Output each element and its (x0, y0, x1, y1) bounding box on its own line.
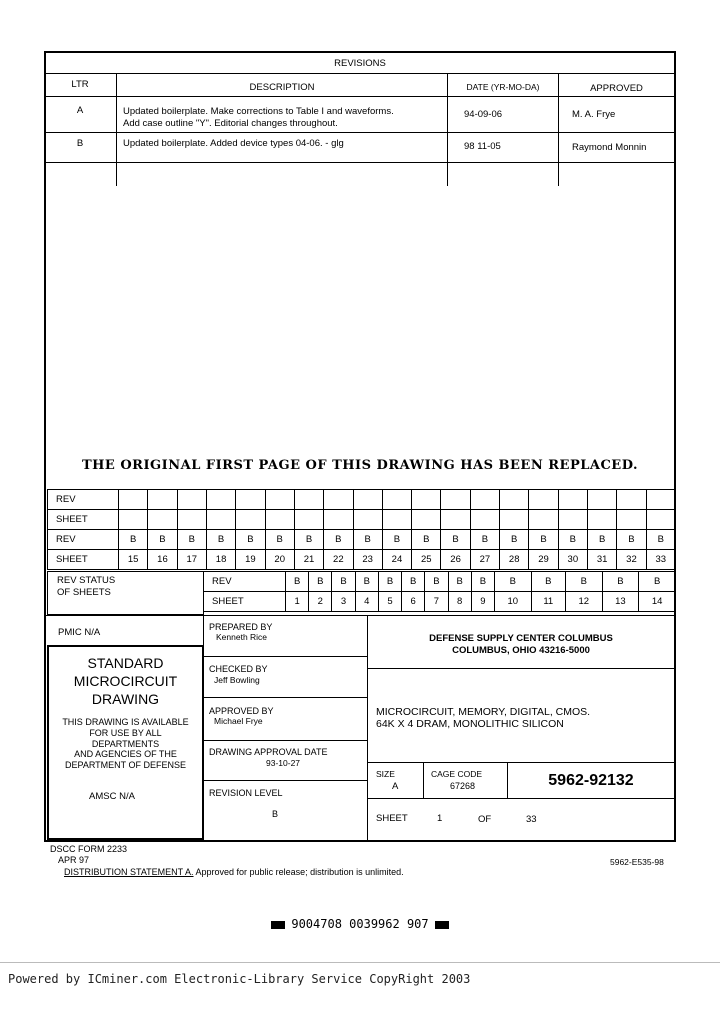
prepared-by-name: Kenneth Rice (216, 632, 268, 642)
barcode-line (0, 917, 720, 931)
grid-row-rev-15-33 (48, 530, 676, 550)
rev-cell: B (119, 530, 148, 550)
sheet-cell: 7 (425, 592, 448, 612)
sheet-cell: 6 (402, 592, 425, 612)
rev-cell: B (617, 530, 646, 550)
standard-title-2: MICROCIRCUIT (73, 673, 178, 689)
barcode-block-right (435, 921, 449, 929)
sheet-cell: 12 (565, 592, 602, 612)
rev-cell: B (565, 572, 602, 592)
rev-cell: B (500, 530, 529, 550)
sheet-cell: 29 (529, 550, 558, 570)
grid-rev-label-3: REV (204, 572, 286, 592)
sheet-cell: 9 (471, 592, 494, 612)
rev-header-description: DESCRIPTION (249, 82, 315, 93)
distribution-statement (64, 868, 404, 877)
sheet-cell: 3 (332, 592, 355, 612)
checked-by-label: CHECKED BY (209, 664, 268, 674)
rev-cell: B (177, 530, 206, 550)
sheet-cell: 28 (500, 550, 529, 570)
rev-cell: B (412, 530, 441, 550)
sheet-cell: 23 (353, 550, 382, 570)
rev-row-a-desc-line2: Add case outline "Y". Editorial changes throughout. (123, 118, 338, 129)
rev-cell: B (529, 530, 558, 550)
sheet-label: SHEET (376, 813, 408, 824)
of-label: OF (478, 814, 492, 825)
sheet-cell: 4 (355, 592, 378, 612)
sheet-number: 1 (437, 813, 443, 824)
sheet-cell: 5 (378, 592, 401, 612)
rev-header-ltr: LTR (71, 79, 89, 90)
rev-row-a-date: 94-09-06 (464, 109, 503, 120)
rev-cell: B (236, 530, 265, 550)
barcode-text: 9004708 0039962 907 (291, 917, 429, 931)
rev-header-date: DATE (YR-MO-DA) (466, 82, 540, 92)
standard-title-3: DRAWING (91, 691, 160, 707)
rev-cell: B (324, 530, 353, 550)
rev-cell: B (441, 530, 470, 550)
rev-cell: B (148, 530, 177, 550)
size-value: A (392, 781, 399, 792)
grid-rev-label: REV (48, 490, 119, 510)
grid-rev-label-2: REV (48, 530, 119, 550)
rev-cell: B (448, 572, 471, 592)
grid-row-rev-1-14 (204, 572, 676, 592)
availability-line-1: THIS DRAWING IS AVAILABLE (62, 717, 189, 727)
rev-cell: B (558, 530, 587, 550)
drawing-description-line2: 64K X 4 DRAM, MONOLITHIC SILICON (376, 718, 564, 730)
sheet-cell: 15 (119, 550, 148, 570)
sheet-cell: 26 (441, 550, 470, 570)
sheet-cell: 27 (470, 550, 499, 570)
sheet-cell: 19 (236, 550, 265, 570)
rev-cell: B (355, 572, 378, 592)
amsc-label: AMSC N/A (89, 791, 135, 802)
rev-row-b-approved: Raymond Monnin (572, 142, 647, 153)
pmic-label: PMIC N/A (58, 627, 101, 638)
rev-cell: B (425, 572, 448, 592)
rev-row-b-ltr: B (76, 138, 84, 149)
size-label: SIZE (376, 769, 395, 779)
rev-cell: B (206, 530, 235, 550)
rev-cell: B (646, 530, 675, 550)
rev-cell: B (531, 572, 565, 592)
revision-level-value: B (272, 809, 279, 819)
sheet-cell: 18 (206, 550, 235, 570)
reference-number: 5962-E535-98 (610, 857, 664, 867)
prepared-by-label: PREPARED BY (209, 622, 273, 632)
sheet-cell: 14 (639, 592, 676, 612)
sheet-cell: 10 (494, 592, 531, 612)
form-date: APR 97 (58, 855, 90, 865)
checked-by-name: Jeff Bowling (214, 675, 260, 685)
approved-by-label: APPROVED BY (209, 706, 274, 716)
rev-row-b-desc-line1: Updated boilerplate. Added device types 04-06. - glg (123, 138, 344, 149)
distribution-label: DISTRIBUTION STATEMENT A. (64, 867, 194, 877)
sheet-cell: 2 (309, 592, 332, 612)
revision-level-label: REVISION LEVEL (209, 788, 283, 798)
drawing-number: 5962-92132 (548, 772, 634, 789)
standard-title-1: STANDARD (87, 655, 164, 671)
rev-cell: B (332, 572, 355, 592)
rev-cell: B (470, 530, 499, 550)
rev-cell: B (382, 530, 411, 550)
rev-cell: B (378, 572, 401, 592)
grid-sheet-label-2: SHEET (48, 550, 119, 570)
rev-status-label: REV STATUS (57, 575, 116, 586)
sheet-cell: 21 (294, 550, 323, 570)
form-number: DSCC FORM 2233 (50, 844, 128, 854)
agency-address: COLUMBUS, OHIO 43216-5000 (452, 645, 590, 656)
rev-row-a-approved: M. A. Frye (572, 109, 616, 120)
approval-date-value: 93-10-27 (266, 758, 301, 768)
rev-row-a-ltr: A (76, 105, 84, 116)
sheet-cell: 13 (602, 592, 639, 612)
agency-name: DEFENSE SUPPLY CENTER COLUMBUS (429, 633, 613, 644)
rev-header-approved: APPROVED (590, 83, 643, 94)
grid-sheet-label-3: SHEET (204, 592, 286, 612)
rev-cell: B (286, 572, 309, 592)
sheet-cell: 11 (531, 592, 565, 612)
cage-code-label: CAGE CODE (431, 769, 483, 779)
sheet-cell: 16 (148, 550, 177, 570)
rev-cell: B (639, 572, 676, 592)
availability-line-2: FOR USE BY ALL (89, 728, 162, 738)
distribution-text: Approved for public release; distribution is unlimited. (193, 867, 404, 877)
sheet-cell: 24 (382, 550, 411, 570)
sheet-cell: 17 (177, 550, 206, 570)
rev-cell: B (294, 530, 323, 550)
rev-cell: B (588, 530, 617, 550)
grid-row-rev-blank (48, 490, 676, 510)
cage-code-value: 67268 (450, 781, 476, 791)
rev-status-grid-top (47, 489, 676, 570)
rev-cell: B (494, 572, 531, 592)
rev-row-b-date: 98 11-05 (464, 141, 501, 152)
availability-line-5: DEPARTMENT OF DEFENSE (64, 760, 187, 770)
barcode-block-left (271, 921, 285, 929)
drawing-description-line1: MICROCIRCUIT, MEMORY, DIGITAL, CMOS. (376, 706, 591, 718)
sheet-cell: 22 (324, 550, 353, 570)
rev-row-a-desc-line1: Updated boilerplate. Make corrections to Table I and waveforms. (123, 106, 394, 117)
sheet-cell: 20 (265, 550, 294, 570)
grid-row-sheet-15-33 (48, 550, 676, 570)
of-sheets-label: OF SHEETS (57, 587, 111, 598)
rev-cell: B (265, 530, 294, 550)
sheet-cell: 25 (412, 550, 441, 570)
rev-cell: B (471, 572, 494, 592)
grid-row-sheet-1-14 (204, 592, 676, 612)
sheet-cell: 32 (617, 550, 646, 570)
sheet-cell: 31 (588, 550, 617, 570)
rev-cell: B (309, 572, 332, 592)
approved-by-name: Michael Frye (214, 716, 263, 726)
revisions-title: REVISIONS (334, 58, 386, 69)
availability-line-4: AND AGENCIES OF THE (74, 749, 177, 759)
sheet-total: 33 (526, 814, 537, 825)
sheet-cell: 1 (286, 592, 309, 612)
rev-cell: B (402, 572, 425, 592)
sheet-cell: 33 (646, 550, 675, 570)
sheet-cell: 30 (558, 550, 587, 570)
grid-row-sheet-blank (48, 510, 676, 530)
rev-cell: B (602, 572, 639, 592)
powered-by-footer: Powered by ICminer.com Electronic-Library Service CopyRight 2003 (8, 972, 471, 986)
availability-line-3: DEPARTMENTS (91, 739, 160, 749)
grid-sheet-label: SHEET (48, 510, 119, 530)
approval-date-label: DRAWING APPROVAL DATE (209, 747, 328, 757)
replaced-banner: THE ORIGINAL FIRST PAGE OF THIS DRAWING HAS BEEN REPLACED. (81, 458, 639, 473)
rev-status-grid-bottom (203, 571, 676, 612)
rev-cell: B (353, 530, 382, 550)
sheet-cell: 8 (448, 592, 471, 612)
